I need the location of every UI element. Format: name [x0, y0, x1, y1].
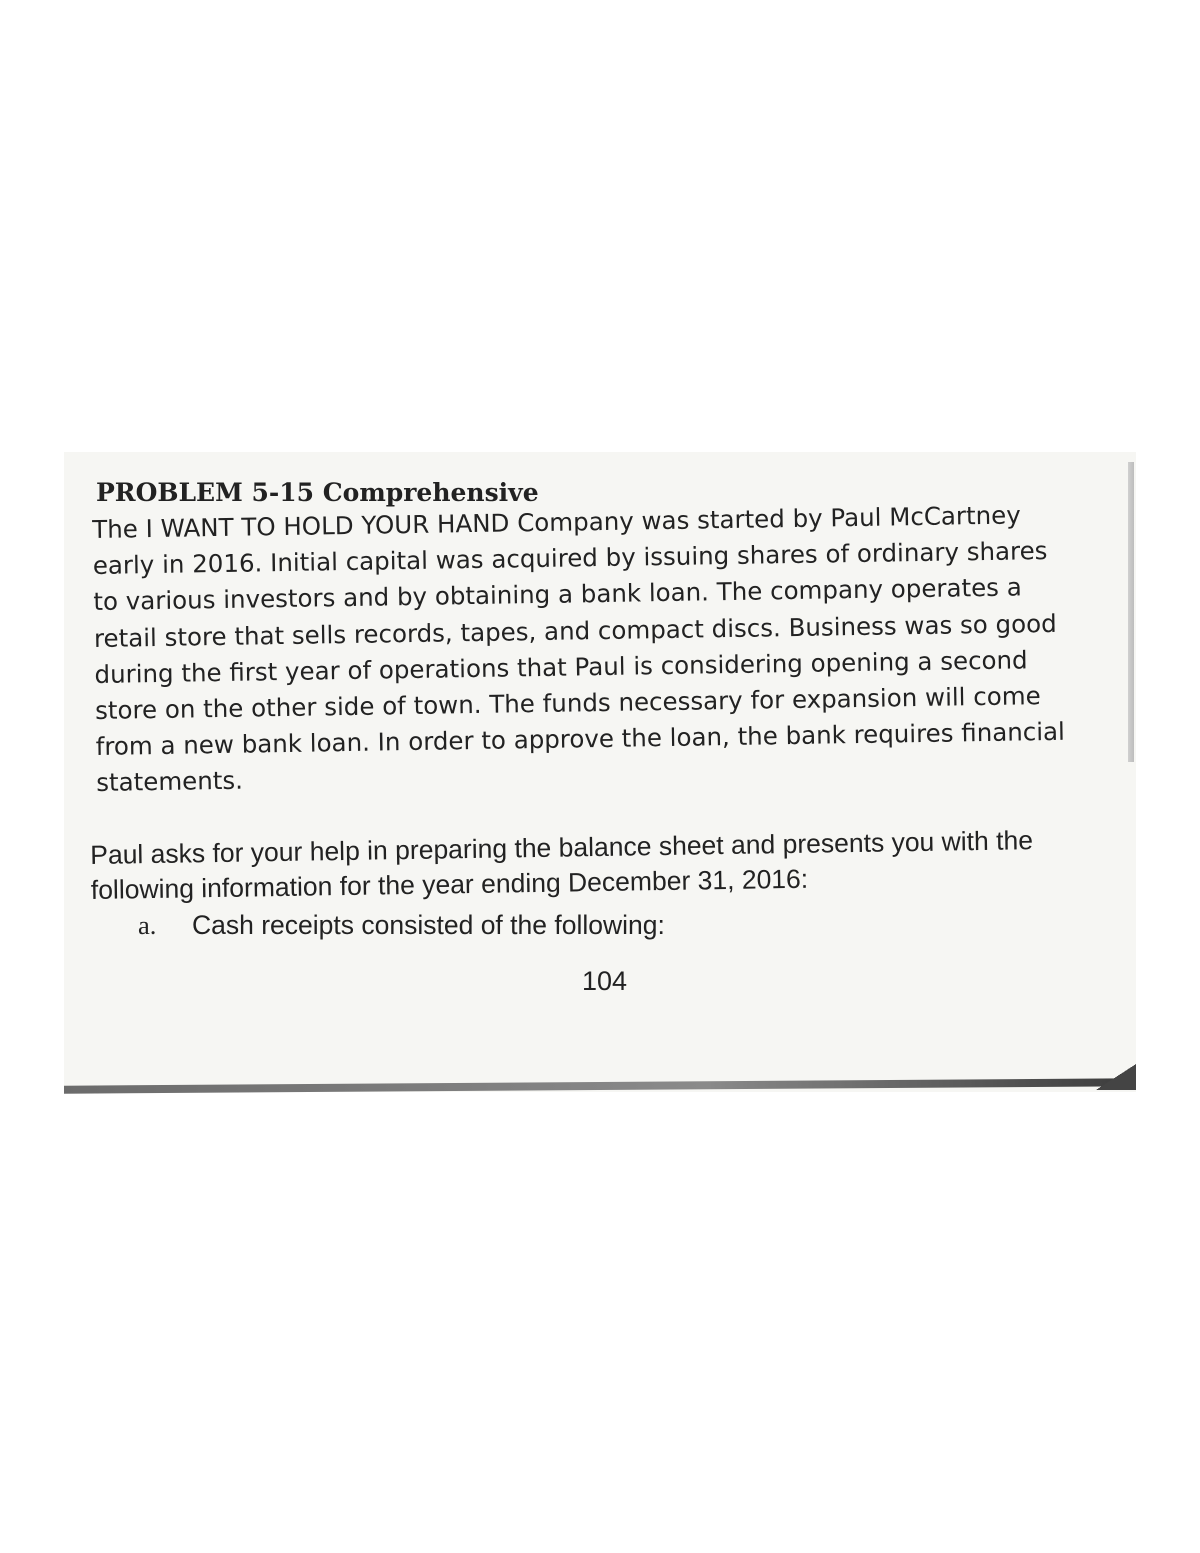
page-edge-shadow	[1128, 462, 1134, 762]
request-line: following information for the year ending December 31, 2016:	[90, 863, 809, 905]
intro-line: store on the other side of town. The funds necessary for expansion will come	[94, 681, 1041, 725]
intro-line: retail store that sells records, tapes, and compact discs. Business was so good	[93, 608, 1057, 653]
page-number: 104	[582, 966, 628, 996]
intro-line: early in 2016. Initial capital was acquired by issuing shares of ordinary shares	[92, 536, 1048, 581]
intro-line: from a new bank loan. In order to approve the loan, the bank requires financial	[95, 716, 1066, 762]
intro-line: during the first year of operations that Paul is considering opening a second	[94, 645, 1028, 689]
page-corner-shadow	[1096, 1064, 1136, 1090]
list-item-text: Cash receipts consisted of the following:	[192, 910, 665, 940]
intro-line: The I WANT TO HOLD YOUR HAND Company was started by Paul McCartney	[92, 500, 1021, 544]
intro-line: to various investors and by obtaining a bank loan. The company operates a	[93, 572, 1022, 617]
intro-line: statements.	[96, 766, 244, 798]
list-item-a	[138, 910, 665, 941]
list-marker: a.	[138, 910, 157, 940]
problem-heading: PROBLEM 5-15 Comprehensive	[96, 478, 539, 507]
problem-intro-paragraph	[92, 496, 1116, 802]
request-line: Paul asks for your help in preparing the balance sheet and presents you with the	[90, 825, 1034, 870]
